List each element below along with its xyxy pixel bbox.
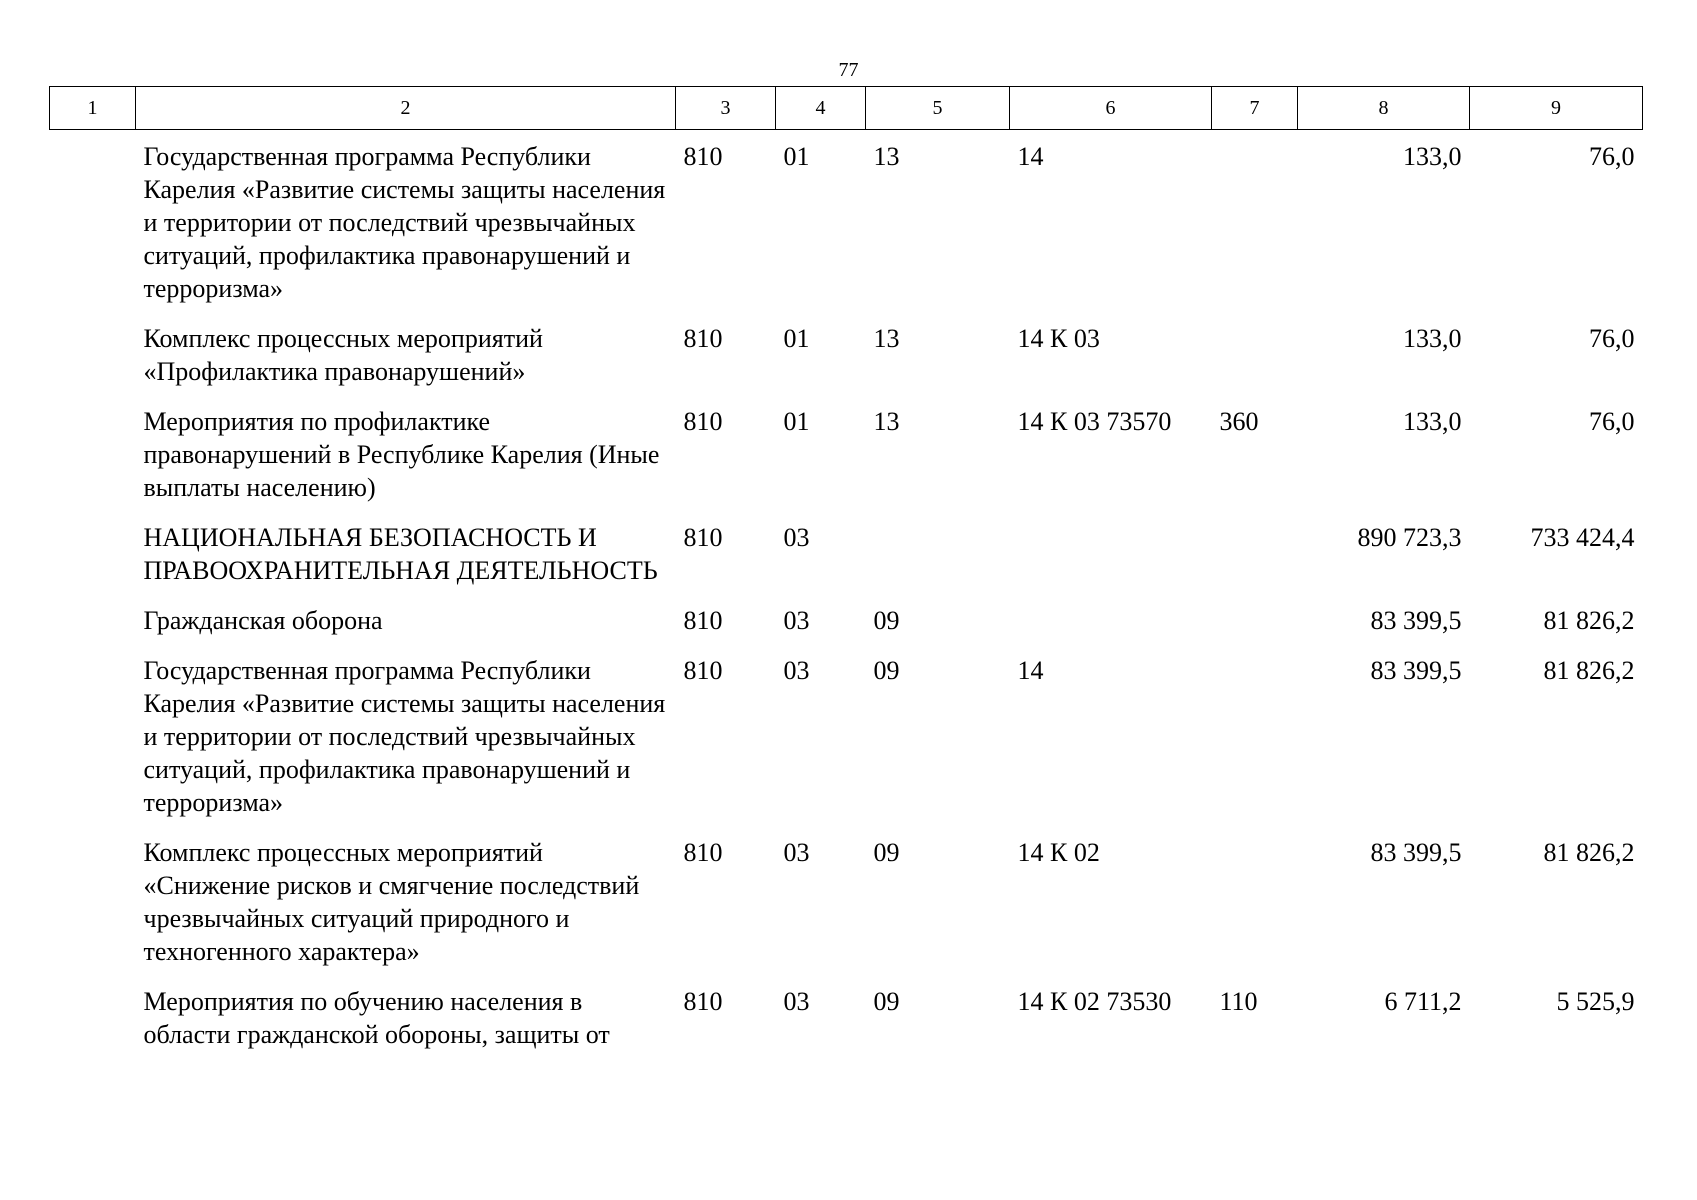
row-cell-c7 [1212, 511, 1298, 594]
column-header: 7 [1212, 87, 1298, 130]
row-cell-c3: 810 [683, 142, 723, 171]
row-cell-c7 [1212, 826, 1298, 975]
row-cell-c1 [50, 826, 136, 975]
row-name-cell: Комплекс процессных мероприятий «Профилактика правонарушений» [143, 324, 543, 386]
row-cell-c6: 14 К 02 73530 [1017, 987, 1172, 1016]
row-cell-c5: 13 [873, 324, 900, 353]
row-cell-c7: 360 [1219, 407, 1259, 436]
row-cell-c3: 810 [683, 324, 723, 353]
row-cell-c1 [50, 312, 136, 395]
row-cell-c9: 81 826,2 [1543, 606, 1635, 635]
row-cell-c7 [1212, 130, 1298, 313]
row-cell-c1 [50, 594, 136, 644]
row-cell-c7 [1212, 644, 1298, 826]
row-name-cell: НАЦИОНАЛЬНАЯ БЕЗОПАСНОСТЬ И ПРАВООХРАНИТЕЛЬНАЯ ДЕЯТЕЛЬНОСТЬ [143, 523, 658, 585]
table-row [50, 644, 1643, 826]
row-name-cell: Мероприятия по обучению населения в области гражданской обороны, защиты от [143, 987, 610, 1049]
table-row [50, 130, 1643, 313]
row-cell-c3: 810 [683, 407, 723, 436]
row-cell-c6: 14 [1017, 656, 1044, 685]
row-cell-c5 [866, 511, 1010, 594]
row-cell-c8: 133,0 [1403, 142, 1462, 171]
row-cell-c5: 13 [873, 407, 900, 436]
row-cell-c1 [50, 511, 136, 594]
row-cell-c4: 03 [783, 656, 810, 685]
row-cell-c4: 03 [783, 838, 810, 867]
row-cell-c8: 133,0 [1403, 407, 1462, 436]
row-cell-c5: 09 [873, 606, 900, 635]
row-name-cell: Государственная программа Республики Карелия «Развитие системы защиты населения и территории от последствий чрезвычайных ситуаций, профилактика правонарушений и терроризма» [143, 656, 666, 817]
column-header: 9 [1470, 87, 1643, 130]
row-cell-c7 [1212, 594, 1298, 644]
row-cell-c4: 01 [783, 142, 810, 171]
row-cell-c6: 14 К 03 73570 [1017, 407, 1172, 436]
row-cell-c8: 6 711,2 [1384, 987, 1462, 1016]
row-cell-c4: 03 [783, 987, 810, 1016]
row-cell-c3: 810 [683, 606, 723, 635]
row-cell-c9: 76,0 [1589, 324, 1635, 353]
table-row [50, 826, 1643, 975]
row-cell-c9: 733 424,4 [1530, 523, 1635, 552]
row-name-cell: Комплекс процессных мероприятий «Снижение рисков и смягчение последствий чрезвычайных ситуаций природного и техногенного характера» [143, 838, 640, 966]
table-row [50, 312, 1643, 395]
row-cell-c6 [1010, 511, 1212, 594]
row-cell-c6: 14 [1017, 142, 1044, 171]
row-cell-c4: 03 [783, 523, 810, 552]
row-cell-c8: 890 723,3 [1357, 523, 1462, 552]
column-header: 6 [1010, 87, 1212, 130]
column-header-row [50, 87, 1643, 130]
row-name-cell: Мероприятия по профилактике правонарушений в Республике Карелия (Иные выплаты населению) [143, 407, 660, 502]
row-cell-c6: 14 К 02 [1017, 838, 1100, 867]
page-number: 77 [838, 59, 859, 81]
row-cell-c5: 09 [873, 987, 900, 1016]
row-cell-c8: 83 399,5 [1370, 656, 1462, 685]
row-cell-c8: 133,0 [1403, 324, 1462, 353]
row-cell-c8: 83 399,5 [1370, 606, 1462, 635]
table-row [50, 395, 1643, 511]
table-row [50, 594, 1643, 644]
row-cell-c8: 83 399,5 [1370, 838, 1462, 867]
row-cell-c3: 810 [683, 987, 723, 1016]
row-cell-c7: 110 [1219, 987, 1258, 1016]
row-cell-c3: 810 [683, 656, 723, 685]
row-cell-c5: 13 [873, 142, 900, 171]
row-cell-c6 [1010, 594, 1212, 644]
column-header: 4 [776, 87, 866, 130]
column-header: 2 [136, 87, 676, 130]
row-cell-c9: 81 826,2 [1543, 656, 1635, 685]
row-cell-c5: 09 [873, 656, 900, 685]
row-cell-c7 [1212, 312, 1298, 395]
table-row [50, 975, 1643, 1058]
row-cell-c5: 09 [873, 838, 900, 867]
column-header: 1 [50, 87, 136, 130]
budget-table [49, 86, 1643, 1058]
row-cell-c9: 81 826,2 [1543, 838, 1635, 867]
row-cell-c9: 76,0 [1589, 407, 1635, 436]
row-name-cell: Гражданская оборона [143, 606, 383, 635]
row-cell-c9: 5 525,9 [1556, 987, 1635, 1016]
row-name-cell: Государственная программа Республики Карелия «Развитие системы защиты населения и территории от последствий чрезвычайных ситуаций, профилактика правонарушений и терроризма» [143, 142, 666, 303]
row-cell-c3: 810 [683, 523, 723, 552]
column-header: 8 [1298, 87, 1470, 130]
column-header: 5 [866, 87, 1010, 130]
row-cell-c1 [50, 130, 136, 313]
row-cell-c1 [50, 975, 136, 1058]
row-cell-c4: 01 [783, 407, 810, 436]
column-header: 3 [676, 87, 776, 130]
table-row [50, 511, 1643, 594]
row-cell-c4: 01 [783, 324, 810, 353]
row-cell-c4: 03 [783, 606, 810, 635]
row-cell-c1 [50, 395, 136, 511]
row-cell-c9: 76,0 [1589, 142, 1635, 171]
table-body [50, 130, 1643, 1059]
row-cell-c6: 14 К 03 [1017, 324, 1100, 353]
row-cell-c3: 810 [683, 838, 723, 867]
row-cell-c1 [50, 644, 136, 826]
